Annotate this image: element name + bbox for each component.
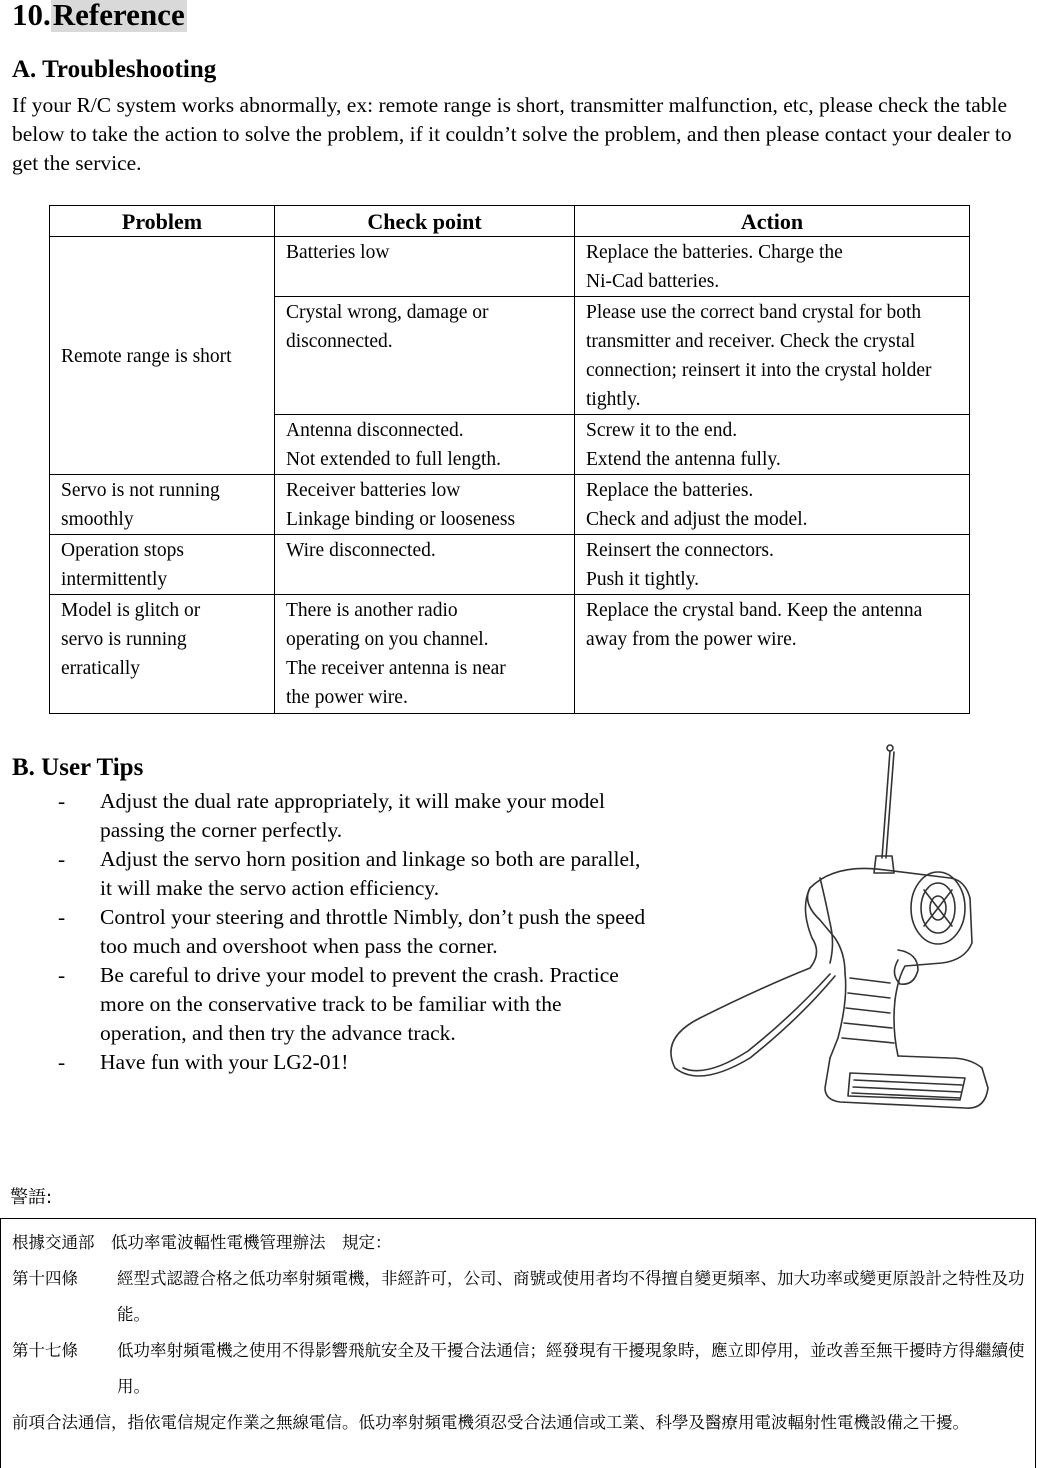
warning-footer: 前項合法通信，指依電信規定作業之無線電信。低功率射頻電機須忍受合法通信或工業、科學及醫療用電波輻射性電機設備之干擾。 xyxy=(12,1413,969,1432)
check-line: the power wire. xyxy=(286,687,408,708)
action-cell xyxy=(575,475,970,535)
check-cell xyxy=(275,415,575,475)
problem-line: erratically xyxy=(61,658,141,679)
warning-intro: 根據交通部 低功率電波輻性電機管理辦法 規定： xyxy=(12,1233,392,1252)
problem-line: intermittently xyxy=(61,569,168,590)
problem-line: servo is running xyxy=(61,629,187,650)
article-number: 第十七條 xyxy=(12,1341,78,1360)
list-item xyxy=(58,961,648,1048)
troubleshooting-intro: If your R/C system works abnormally, ex: remote range is short, transmitter malfunction, etc, please check the table below to take the action to solve the problem, if it couldn’t solve the problem, and then please contact your dealer to get the service. xyxy=(12,93,1012,175)
bullet: - xyxy=(58,905,66,929)
section-title-text: Reference xyxy=(51,0,187,32)
problem-line: Model is glitch or xyxy=(61,600,201,621)
check-line: operating on you channel. xyxy=(286,629,489,650)
action-line: Push it tightly. xyxy=(586,569,700,590)
troubleshooting-heading: A. Troubleshooting xyxy=(12,56,217,83)
table-row xyxy=(50,595,970,714)
list-item xyxy=(58,845,648,903)
section-number: 10. xyxy=(12,0,51,32)
action-cell xyxy=(575,237,970,297)
check-cell xyxy=(275,595,575,714)
tip-text: Control your steering and throttle Nimbly, don’t push the speed too much and overshoot when pass the corner. xyxy=(100,905,646,958)
action-line: Screw it to the end. xyxy=(586,420,738,441)
list-item xyxy=(58,787,648,845)
action-cell: Please use the correct band crystal for both transmitter and receiver. Check the crystal connection; reinsert it into the crystal holder tightly. xyxy=(575,297,970,415)
check-cell: Batteries low xyxy=(275,237,575,297)
action-line: Ni-Cad batteries. xyxy=(586,271,720,292)
problem-line: smoothly xyxy=(61,509,134,530)
list-item xyxy=(58,1048,648,1077)
check-cell: Wire disconnected. xyxy=(275,535,575,595)
warning-article xyxy=(12,1261,1035,1333)
check-line: The receiver antenna is near xyxy=(286,658,506,679)
problem-cell xyxy=(50,595,275,714)
check-line: Antenna disconnected. xyxy=(286,420,464,441)
problem-cell xyxy=(50,475,275,535)
check-line: Not extended to full length. xyxy=(286,449,501,470)
tip-text: Adjust the dual rate appropriately, it will make your model passing the corner perfectly. xyxy=(100,789,605,842)
table-row xyxy=(50,535,970,595)
header-problem: Problem xyxy=(50,206,275,237)
warning-article xyxy=(12,1333,1035,1405)
check-line: There is another radio xyxy=(286,600,458,621)
section-title xyxy=(12,0,187,34)
check-cell: Crystal wrong, damage or disconnected. xyxy=(275,297,575,415)
bullet: - xyxy=(58,1050,66,1074)
action-line: Replace the batteries. xyxy=(586,480,754,501)
bullet: - xyxy=(58,789,66,813)
article-text: 低功率射頻電機之使用不得影響飛航安全及干擾合法通信；經發現有干擾現象時，應立即停用，並改善至無干擾時方得繼續使用。 xyxy=(117,1341,1025,1396)
check-cell xyxy=(275,475,575,535)
action-cell xyxy=(575,415,970,475)
problem-cell xyxy=(50,535,275,595)
action-line: Check and adjust the model. xyxy=(586,509,808,530)
check-line: Linkage binding or looseness xyxy=(286,509,516,530)
table-header-row xyxy=(50,206,970,237)
transmitter-illustration-icon xyxy=(660,738,1000,1118)
header-action: Action xyxy=(575,206,970,237)
user-tips-list xyxy=(58,787,648,1077)
problem-cell: Remote range is short xyxy=(50,237,275,475)
troubleshooting-table xyxy=(49,205,970,714)
tip-text: Be careful to drive your model to prevent the crash. Practice more on the conservative track to be familiar with the operation, and then try the advance track. xyxy=(100,963,619,1045)
action-cell: Replace the crystal band. Keep the antenna away from the power wire. xyxy=(575,595,970,714)
problem-line: Servo is not running xyxy=(61,480,220,501)
article-text: 經型式認證合格之低功率射頻電機，非經許可，公司、商號或使用者均不得擅自變更頻率、加大功率或變更原設計之特性及功能。 xyxy=(117,1269,1025,1324)
table-row xyxy=(50,475,970,535)
problem-line: Operation stops xyxy=(61,540,184,561)
check-line: Receiver batteries low xyxy=(286,480,461,501)
action-cell xyxy=(575,535,970,595)
warning-box xyxy=(0,1218,1036,1468)
header-check-point: Check point xyxy=(275,206,575,237)
action-line: Replace the batteries. Charge the xyxy=(586,242,843,263)
tip-text: Adjust the servo horn position and linkage so both are parallel, it will make the servo action efficiency. xyxy=(100,847,641,900)
bullet: - xyxy=(58,847,66,871)
list-item xyxy=(58,903,648,961)
table-row xyxy=(50,237,970,297)
action-line: Reinsert the connectors. xyxy=(586,540,774,561)
bullet: - xyxy=(58,963,66,987)
warning-label: 警語: xyxy=(10,1187,53,1208)
tip-text: Have fun with your LG2-01! xyxy=(100,1050,349,1074)
article-number: 第十四條 xyxy=(12,1269,78,1288)
user-tips-heading: B. User Tips xyxy=(12,754,144,781)
action-line: Extend the antenna fully. xyxy=(586,449,781,470)
